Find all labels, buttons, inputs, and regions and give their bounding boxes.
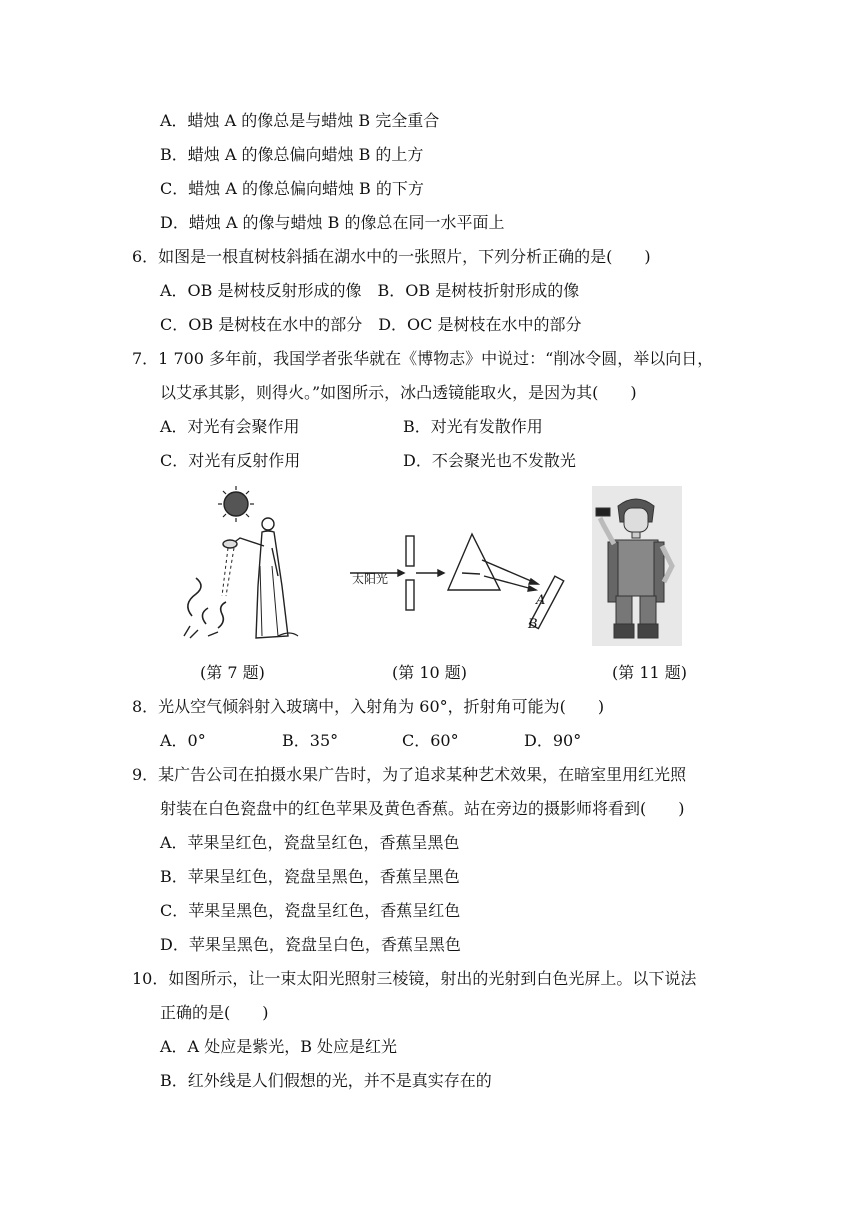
q6-stem: 6．如图是一根直树枝斜插在湖水中的一张照片，下列分析正确的是( ) xyxy=(132,247,651,266)
q7-option-a: A．对光有会聚作用 xyxy=(160,417,300,436)
q9-stem-line2: 射装在白色瓷盘中的红色苹果及黄色香蕉。站在旁边的摄影师将看到( ) xyxy=(160,799,685,818)
q8-option-d: D．90° xyxy=(524,731,582,750)
q9-option-a: A．苹果呈红色，瓷盘呈红色，香蕉呈黑色 xyxy=(160,833,460,852)
q9-option-d: D．苹果呈黑色，瓷盘呈白色，香蕉呈黑色 xyxy=(160,935,461,954)
figure-row xyxy=(0,480,860,700)
q7-stem-line2: 以艾承其影，则得火。”如图所示，冰凸透镜能取火，是因为其( ) xyxy=(160,383,637,402)
q8-option-b: B．35° xyxy=(282,731,339,750)
q6-options-row2: C．OB 是树枝在水中的部分 D．OC 是树枝在水中的部分 xyxy=(160,315,582,334)
q7-option-d: D．不会聚光也不发散光 xyxy=(403,451,576,470)
q7-stem-line1: 7．1 700 多年前，我国学者张华就在《博物志》中说过：“削冰令圆，举以向日， xyxy=(132,349,714,368)
q10-stem-line2: 正确的是( ) xyxy=(160,1003,269,1022)
q5-option-c: C．蜡烛 A 的像总偏向蜡烛 B 的下方 xyxy=(160,179,424,198)
q8-stem: 8．光从空气倾斜射入玻璃中，入射角为 60°，折射角可能为( ) xyxy=(132,697,605,716)
q9-option-b: B．苹果呈红色，瓷盘呈黑色，香蕉呈黑色 xyxy=(160,867,460,886)
sunlight-label: 太阳光 xyxy=(352,572,389,586)
caption-fig11: (第 11 题) xyxy=(612,663,688,682)
caption-fig7: (第 7 题) xyxy=(200,663,265,682)
caption-fig10: (第 10 题) xyxy=(392,663,468,682)
q5-option-a: A．蜡烛 A 的像总是与蜡烛 B 完全重合 xyxy=(160,111,440,130)
q5-option-d: D．蜡烛 A 的像与蜡烛 B 的像总在同一水平面上 xyxy=(160,213,505,232)
screen-label-b: B xyxy=(528,617,538,632)
q7-option-b: B．对光有发散作用 xyxy=(403,417,543,436)
q5-option-b: B．蜡烛 A 的像总偏向蜡烛 B 的上方 xyxy=(160,145,424,164)
q10-option-a: A．A 处应是紫光，B 处应是红光 xyxy=(160,1037,398,1056)
q7-option-c: C．对光有反射作用 xyxy=(160,451,301,470)
person-with-phone-figure xyxy=(592,486,682,646)
scholar-ice-lens-figure xyxy=(178,486,304,644)
q10-option-b: B．红外线是人们假想的光，并不是真实存在的 xyxy=(160,1071,492,1090)
q9-option-c: C．苹果呈黑色，瓷盘呈红色，香蕉呈红色 xyxy=(160,901,461,920)
screen-label-a: A xyxy=(536,593,546,608)
q10-stem-line1: 10．如图所示，让一束太阳光照射三棱镜，射出的光射到白色光屏上。以下说法 xyxy=(132,969,697,988)
q8-option-a: A．0° xyxy=(160,731,206,750)
q8-option-c: C．60° xyxy=(402,731,459,750)
q6-options-row1: A．OB 是树枝反射形成的像 B．OB 是树枝折射形成的像 xyxy=(160,281,580,300)
q9-stem-line1: 9．某广告公司在拍摄水果广告时，为了追求某种艺术效果，在暗室里用红光照 xyxy=(132,765,687,784)
